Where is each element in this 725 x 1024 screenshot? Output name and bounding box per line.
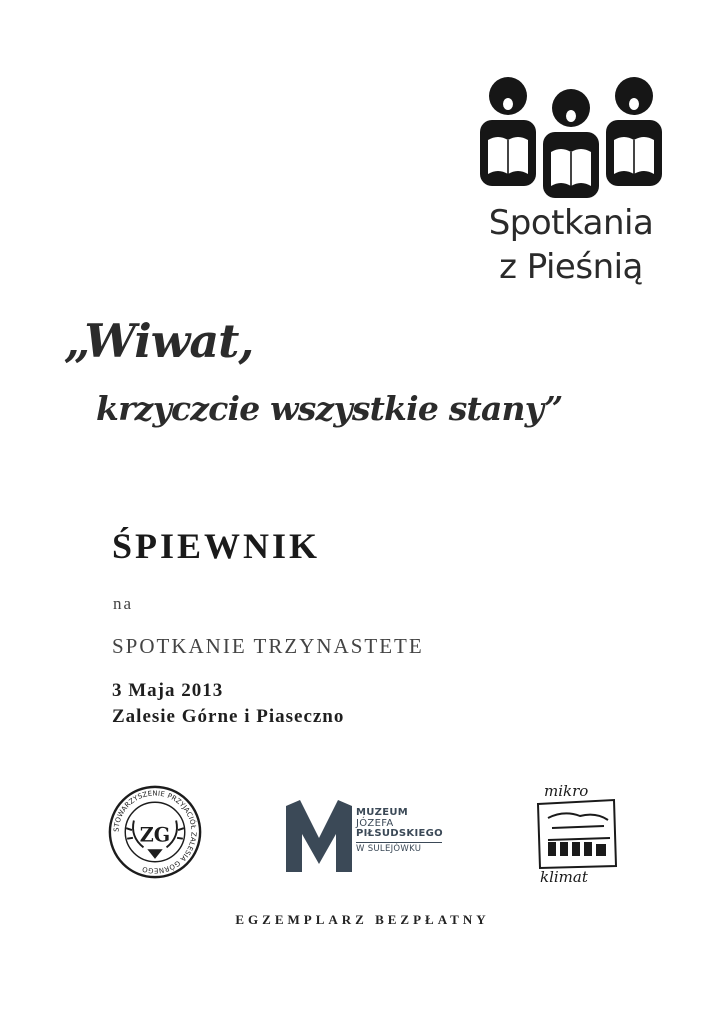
event-place: Zalesie Górne i Piaseczno [112, 706, 345, 727]
museum-divider [356, 842, 442, 843]
quote-title-line2: krzyczcie wszystkie stany” [96, 389, 563, 428]
museum-line3: PIŁSUDSKIEGO [356, 828, 443, 839]
museum-line2: JÓZEFA [356, 817, 394, 829]
museum-line1: MUZEUM [356, 807, 409, 818]
svg-text:ZG: ZG [139, 823, 171, 847]
museum-name [356, 808, 443, 853]
svg-text:mikro: mikro [544, 782, 589, 800]
logo-title-line1: Spotkania [488, 203, 654, 243]
logo-title-line2: z Pieśnią [499, 247, 643, 287]
event-date: 3 Maja 2013 [112, 680, 224, 701]
preposition-text: na [113, 594, 134, 613]
society-seal-icon [106, 784, 204, 880]
free-copy-notice: EGZEMPLARZ BEZPŁATNY [235, 912, 490, 927]
songbook-title: ŚPIEWNIK [112, 526, 321, 566]
mikroklimat-logo-icon [534, 782, 624, 886]
event-name: SPOTKANIE TRZYNASTETE [112, 634, 424, 658]
svg-text:klimat: klimat [540, 868, 588, 886]
quote-title-line1: „Wiwat, [64, 314, 254, 368]
svg-text:STOWARZYSZENIE PRZYJACIÓŁ ZALE: STOWARZYSZENIE PRZYJACIÓŁ ZALESIA GÓRNEGO [112, 789, 198, 875]
museum-line4: W SULEJÓWKU [356, 843, 422, 854]
museum-m-logo-icon [286, 800, 352, 872]
three-singers-with-books-icon [476, 72, 666, 202]
